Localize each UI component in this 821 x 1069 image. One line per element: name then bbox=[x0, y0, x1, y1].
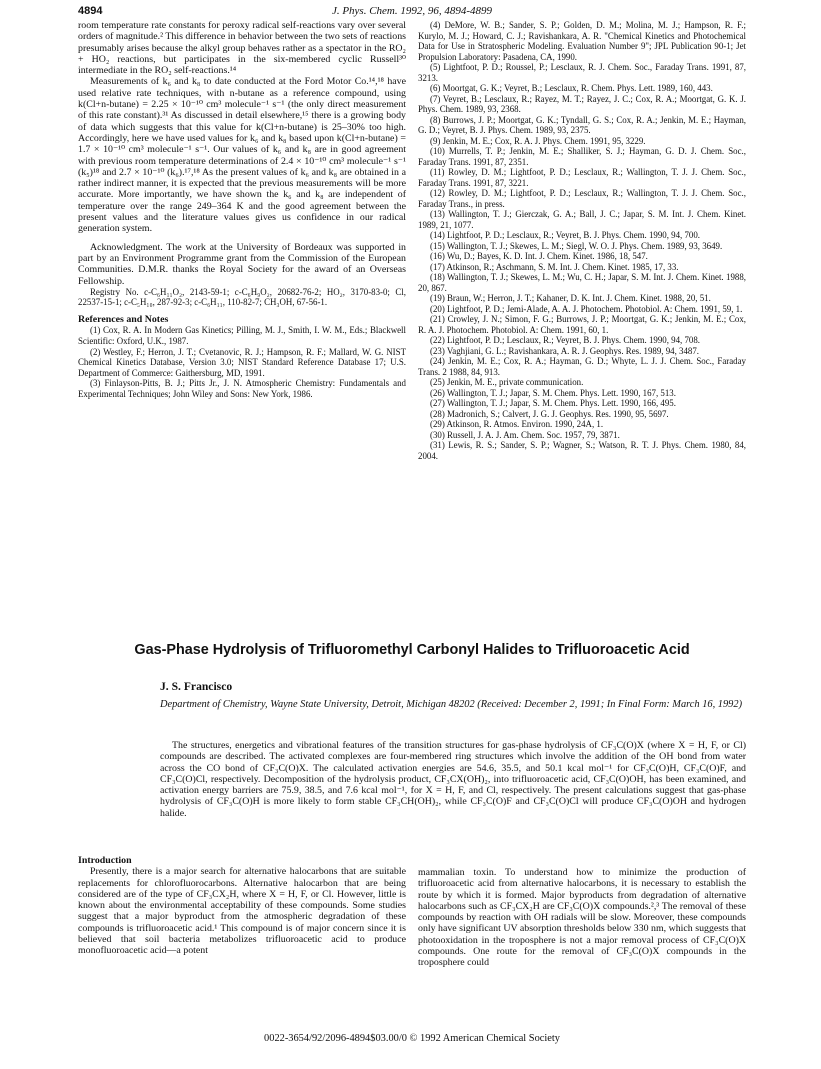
reference-item: (8) Burrows, J. P.; Moortgat, G. K.; Tyndall, G. S.; Cox, R. A.; Jenkin, M. E.; Hayman, G. D.; Veyret, B. J. Phys. Chem. 1989, 93, 2375. bbox=[418, 114, 746, 135]
reference-item: (26) Wallington, T. J.; Japar, S. M. Chem. Phys. Lett. 1990, 167, 513. bbox=[430, 387, 676, 398]
acknowledgment: Acknowledgment. The work at the University of Bordeaux was supported in part by an Environment Programme grant from the Commission of the European Communities. D.M.R. thanks the Royal Society for the award of an Overseas Fellowship. bbox=[78, 241, 406, 287]
reference-item: (4) DeMore, W. B.; Sander, S. P.; Golden, D. M.; Molina, M. J.; Hampson, R. F.; Kurylo, M. J.; Howard, C. J.; Ravishankara, A. R. "Chemical Kinetics and Photochemical Data for Use in Stratospheric Modeling. Evaluation Number 9"; JPL Publication 90-1; Jet Propulsion Laboratory: Pasadena, CA, 1990. bbox=[418, 20, 746, 62]
reference-item: (29) Atkinson, R. Atmos. Environ. 1990, 24A, 1. bbox=[430, 419, 604, 429]
reference-item: (10) Murrells, T. P.; Jenkin, M. E.; Shalliker, S. J.; Hayman, G. D. J. Chem. Soc., Faraday Trans. 1991, 87, 2351. bbox=[418, 146, 746, 167]
reference-item: (25) Jenkin, M. E., private communication. bbox=[430, 377, 584, 387]
paragraph: mammalian toxin. To understand how to minimize the production of trifluoroacetic acid from alternative halocarbons, it is necessary to establish the route by which it is formed. Major byproducts from degradation of alternative halocarbons such as CF₃CX₂H are CF₃C(O)X compounds.²,³ The removal of these compounds by reaction with OH radials will be slow. Moreover, these compounds only have significant UV absorption thresholds below 330 nm, which suggests that photooxidation in the troposphere is not a major removal process of CF₃C(O)X compounds. One route for the removal of CF₃C(O)X compounds in the troposphere could bbox=[418, 867, 746, 969]
right-column-references bbox=[418, 20, 746, 461]
abstract: The structures, energetics and vibrational features of the transition structures for gas-phase hydrolysis of CF₃C(O)X (where X = H, F, or Cl) compounds are described. The activated complexes are four-membered ring structures which involve the addition of the OH bond from water across the CO bond of CF₃C(O)X. The calculated activation energies are 54.6, 35.5, and 50.1 kcal mol⁻¹ for CF₃C(O)H, CF₃C(O)F, and CF₃C(O)Cl, respectively. Decomposition of the hydrolysis product, CF₃CX(OH)₂, into trifluoroacetic acid, CF₃C(O)OH, has been examined, and activation energy barriers are 75.9, 38.5, and 7.6 kcal mol⁻¹, for X = H, F, and Cl, respectively. The present calculations suggest that gas-phase hydrolysis of CF₃C(O)H is more likely to form stable CF₃CH(OH)₂, while CF₃C(O)F and CF₃C(O)Cl will produce CF₃C(O)OH and hydrogen halide. bbox=[160, 740, 746, 819]
reference-item: (17) Atkinson, R.; Aschmann, S. M. Int. J. Chem. Kinet. 1985, 17, 33. bbox=[430, 261, 679, 272]
reference-item: (19) Braun, W.; Herron, J. T.; Kahaner, D. K. Int. J. Chem. Kinet. 1988, 20, 51. bbox=[430, 293, 711, 303]
reference-item: (9) Jenkin, M. E.; Cox, R. A. J. Phys. Chem. 1991, 95, 3229. bbox=[430, 135, 646, 146]
copyright-footer: 0022-3654/92/2096-4894$03.00/0 © 1992 American Chemical Society bbox=[264, 1033, 560, 1044]
reference-item: (6) Moortgat, G. K.; Veyret, B.; Lesclaux, R. Chem. Phys. Lett. 1989, 160, 443. bbox=[430, 83, 713, 93]
article-title: Gas-Phase Hydrolysis of Trifluoromethyl Carbonyl Halides to Trifluoroacetic Acid bbox=[134, 642, 690, 658]
reference-item: (31) Lewis, R. S.; Sander, S. P.; Wagner, S.; Watson, R. T. J. Phys. Chem. 1980, 84, 2004. bbox=[418, 440, 746, 461]
reference-item: (13) Wallington, T. J.; Gierczak, G. A.; Ball, J. C.; Japar, S. M. Int. J. Chem. Kinet. 1989, 21, 1077. bbox=[418, 209, 746, 230]
registry-numbers: Registry No. c-C₆H₁₁O₂, 2143-59-1; c-C₆H₉O₂, 20682-76-2; HO₂, 3170-83-0; Cl, 22537-15-1; c-C₅H₁₀, 287-92-3; c-C₆H₁₁, 110-82-7; CH₃OH, 67-56-1. bbox=[78, 286, 406, 308]
reference-item: (23) Vaghjiani, G. L.; Ravishankara, A. R. J. Geophys. Res. 1989, 94, 3487. bbox=[430, 345, 700, 356]
reference-item: (22) Lightfoot, P. D.; Lesclaux, R.; Veyret, B. J. Phys. Chem. 1990, 94, 708. bbox=[430, 335, 701, 345]
section-heading-introduction: Introduction bbox=[78, 855, 132, 866]
page-number: 4894 bbox=[78, 5, 103, 17]
reference-item: (5) Lightfoot, P. D.; Roussel, P.; Lesclaux, R. J. Chem. Soc., Faraday Trans. 1991, 87, 3213. bbox=[418, 62, 746, 83]
reference-item: (21) Crowley, J. N.; Simon, F. G.; Burrows, J. P.; Moortgat, G. K.; Jenkin, M. E.; Cox, R. A. J. Photochem. Photobiol. A: Chem. 1991, 60, 1. bbox=[418, 314, 746, 335]
intro-right-column bbox=[418, 867, 746, 969]
reference-item: (15) Wallington, T. J.; Skewes, L. M.; Siegl, W. O. J. Phys. Chem. 1989, 93, 3649. bbox=[430, 240, 723, 251]
reference-item: (14) Lightfoot, P. D.; Lesclaux, R.; Veyret, B. J. Phys. Chem. 1990, 94, 700. bbox=[430, 230, 701, 240]
left-column bbox=[78, 20, 406, 399]
references-list-left bbox=[78, 325, 406, 399]
reference-item: (30) Russell, J. A. J. Am. Chem. Soc. 1957, 79, 3871. bbox=[430, 429, 620, 440]
reference-item: (16) Wu, D.; Bayes, K. D. Int. J. Chem. Kinet. 1986, 18, 547. bbox=[430, 251, 648, 261]
author-name: J. S. Francisco bbox=[160, 680, 233, 693]
paragraph: Presently, there is a major search for alternative halocarbons that are suitable replacements for chlorofluorocarbons. Alternative halocarbon that are being considered are of the type of CF₃CX₂H, where X = H, F, or Cl. However, little is known about the environmental acceptability of these compounds. Some studies suggest that a major byproduct from the atmospheric degradation of these compounds is trifluoroacetic acid.¹ This compound is of major concern since it is believed that soil bacteria metabolizes trifluoroacetic acid to produce monofluoroacetic acid—a potent bbox=[78, 866, 406, 957]
reference-item: (28) Madronich, S.; Calvert, J. G. J. Geophys. Res. 1990, 95, 5697. bbox=[430, 408, 669, 419]
reference-item: (27) Wallington, T. J.; Japar, S. M. Chem. Phys. Lett. 1990, 166, 495. bbox=[430, 398, 676, 408]
paragraph: room temperature rate constants for peroxy radical self-reactions vary over several orders of magnitude.² This difference in behavior between the two sets of reactions presumably arises because the alkyl group behaves rather as a spectator in the RO₂ + HO₂ reactions, but participates in the six-membered cyclic Russell³⁰ intermediate in the RO₂ self-reactions.¹⁴ bbox=[78, 20, 406, 77]
running-header bbox=[78, 5, 746, 21]
paragraph: Measurements of k₆ and k₈ to date conducted at the Ford Motor Co.¹⁴,¹⁸ have used relative rate techniques, with n-butane as a reference compound, using k(Cl+n-butane) = 2.25 × 10⁻¹⁰ cm³ molecule⁻¹ s⁻¹ (the only direct measurement of this rate constant).³¹ As discussed in detail elsewhere,¹⁵ there is a growing body of data which suggests that this value for k(Cl+n-butane) is 25–30% too high. Accordingly, here we have used values for k₆ and k₈ based upon k(Cl+n-butane) = 1.7 × 10⁻¹⁰ cm³ molecule⁻¹ s⁻¹. Our values of k₆ and k₈ are in good agreement with previous room temperature determinations of 2.4 × 10⁻¹⁰ cm³ molecule⁻¹ s⁻¹ (k₅)¹⁸ and 2.7 × 10⁻¹⁰ (k₆).¹⁷,¹⁸ As the present values of k₆ and k₈ are obtained in a rather indirect manner, it is expected that the previous measurements will be more accurate. More importantly, we have shown the k₆ and k₈ are independent of temperature over the range 249–364 K and the good agreement between the present values and the literature values gives us confidence in our radical generation system. bbox=[78, 76, 406, 235]
reference-item: (20) Lightfoot, P. D.; Jemi-Alade, A. A. J. Photochem. Photobiol. A: Chem. 1991, 59, 1. bbox=[430, 303, 743, 314]
reference-item: (7) Veyret, B.; Lesclaux, R.; Rayez, M. T.; Rayez, J. C.; Cox, R. A.; Moortgat, G. K. J. Phys. Chem. 1989, 93, 2368. bbox=[418, 93, 746, 114]
reference-item: (2) Westley, F.; Herron, J. T.; Cvetanovic, R. J.; Hampson, R. F.; Mallard, W. G. NIST Chemical Kinetics Database, Version 3.0; NIST Standard Reference Database 17; U.S. Department of Commerce: Gaithersburg, MD, 1991. bbox=[78, 346, 406, 378]
reference-item: (24) Jenkin, M. E.; Cox, R. A.; Hayman, G. D.; Whyte, L. J. J. Chem. Soc., Faraday Trans. 2 1988, 84, 913. bbox=[418, 356, 746, 377]
journal-citation: J. Phys. Chem. 1992, 96, 4894-4899 bbox=[331, 5, 493, 17]
reference-item: (11) Rowley, D. M.; Lightfoot, P. D.; Lesclaux, R.; Wallington, T. J. J. Chem. Soc., Faraday Trans. 1991, 87, 3221. bbox=[418, 167, 746, 188]
reference-item: (18) Wallington, T. J.; Skewes, L. M.; Wu, C. H.; Japar, S. M. Int. J. Chem. Kinet. 1988, 20, 867. bbox=[418, 272, 746, 293]
reference-item: (1) Cox, R. A. In Modern Gas Kinetics; Pilling, M. J., Smith, I. W. M., Eds.; Blackwell Scientific: Oxford, U.K., 1987. bbox=[78, 325, 406, 346]
affiliation: Department of Chemistry, Wayne State University, Detroit, Michigan 48202 (Received: December 2, 1991; In Final Form: March 16, 1992) bbox=[160, 699, 743, 710]
reference-item: (3) Finlayson-Pitts, B. J.; Pitts Jr., J. N. Atmospheric Chemistry: Fundamentals and Experimental Techniques; John Wiley and Sons: New York, 1986. bbox=[78, 378, 406, 399]
references-heading: References and Notes bbox=[78, 314, 169, 326]
reference-item: (12) Rowley, D. M.; Lightfoot, P. D.; Lesclaux, R.; Wallington, T. J. J. Chem. Soc., Faraday Trans., in press. bbox=[418, 188, 746, 209]
intro-left-column bbox=[78, 855, 406, 957]
